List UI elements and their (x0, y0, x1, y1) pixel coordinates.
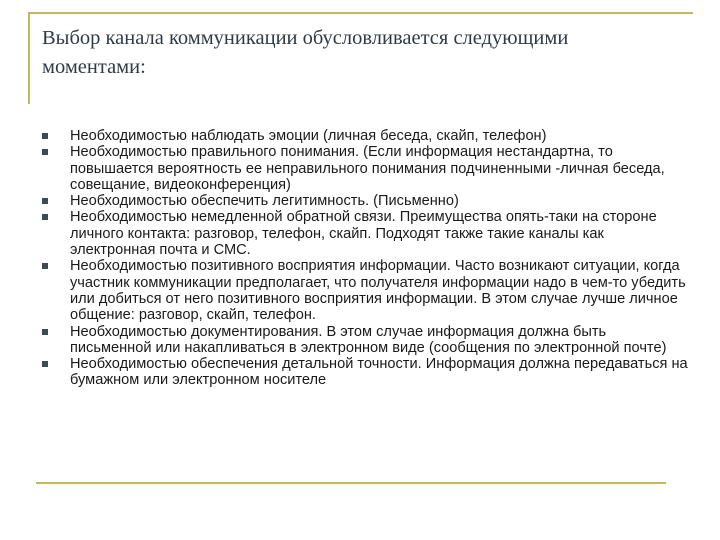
square-bullet-icon (42, 263, 48, 269)
bullet-text: Необходимостью наблюдать эмоции (личная беседа, скайп, телефон) (70, 128, 547, 144)
left-decor-line (28, 12, 30, 104)
list-item (40, 324, 690, 357)
top-decor-line (28, 12, 693, 14)
square-bullet-icon (42, 329, 48, 335)
square-bullet-icon (42, 149, 48, 155)
list-item (40, 209, 690, 258)
bullet-text: Необходимостью документирования. В этом случае информация должна быть письменной или накапливаться в электронном виде (сообщения по электронной почте) (70, 323, 667, 356)
bottom-decor-line (36, 482, 666, 484)
bullet-text: Необходимостью позитивного восприятия информации. Часто возникают ситуации, когда участник коммуникации предполагает, что получателя информации надо в чем-то убедить или добиться от него позитивного восприятия информации. В этом случае лучше личное общение: разговор, скайп, телефон. (70, 258, 686, 324)
list-item (40, 128, 690, 144)
square-bullet-icon (42, 214, 48, 220)
list-item (40, 258, 690, 323)
bullet-text: Необходимостью немедленной обратной связи. Преимущества опять-таки на стороне личного контакта: разговор, телефон, скайп. Подходят также такие каналы как электронная почта и СМС. (70, 209, 657, 259)
bullet-text: Необходимостью обеспечения детальной точности. Информация должна передаваться на бумажном или электронном носителе (70, 356, 688, 389)
list-item (40, 193, 690, 209)
bullet-list (40, 128, 690, 389)
list-item (40, 144, 690, 193)
square-bullet-icon (42, 133, 48, 139)
square-bullet-icon (42, 198, 48, 204)
bullet-text: Необходимостью обеспечить легитимность. (Письменно) (70, 193, 459, 210)
square-bullet-icon (42, 361, 48, 367)
bullet-text: Необходимостью правильного понимания. (Если информация нестандартна, то повышается вероятность ее неправильного понимания подчиненными -личная беседа, совещание, видеоконференция) (70, 144, 665, 193)
slide-title: Выбор канала коммуникации обусловливается следующими моментами: (42, 27, 569, 78)
list-item (40, 356, 690, 389)
